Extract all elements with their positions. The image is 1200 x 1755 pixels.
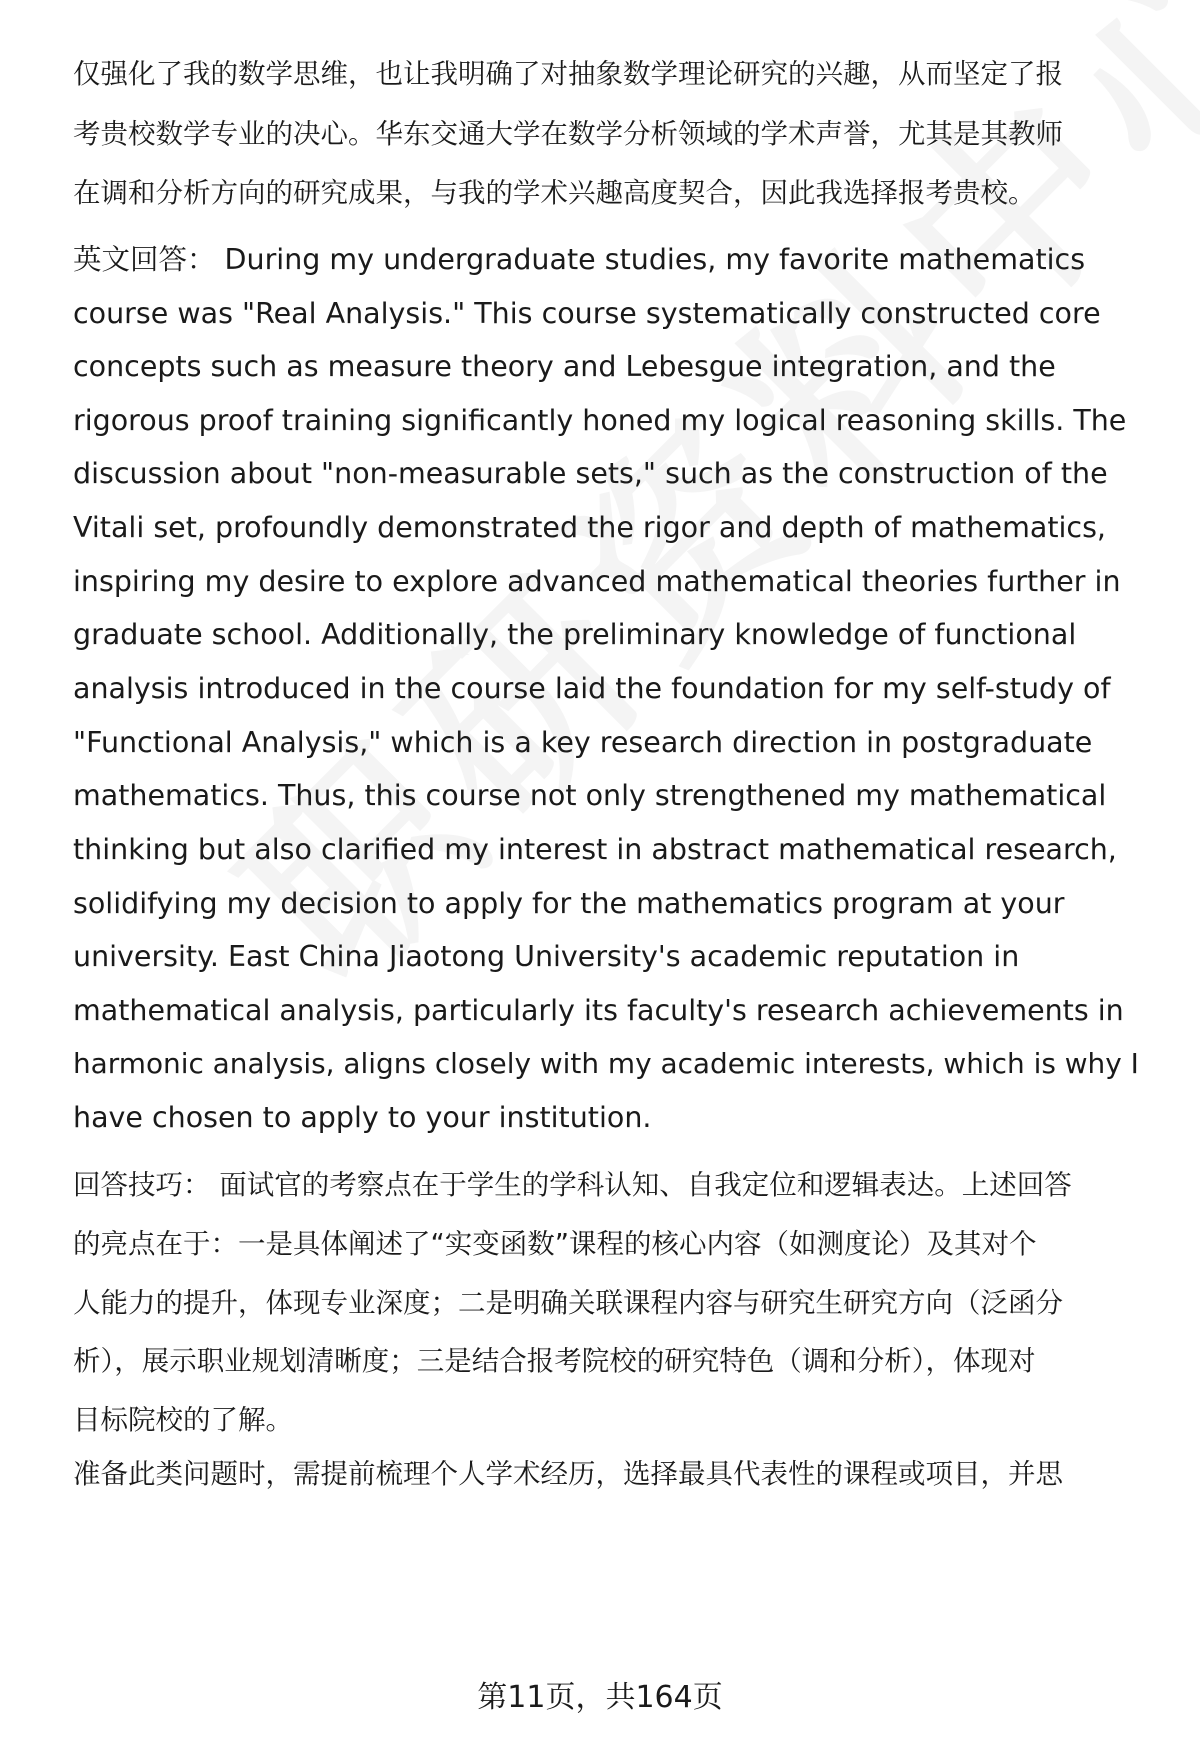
paragraph-line: 回答技巧： 面试官的考察点在于学生的学科认知、自我定位和逻辑表达。上述回答 <box>73 1169 1072 1201</box>
paragraph-line: rigorous proof training significantly honed my logical reasoning skills. The <box>73 404 1127 437</box>
paragraph-line: have chosen to apply to your institution. <box>73 1101 652 1134</box>
paragraph-line: 考贵校数学专业的决心。华东交通大学在数学分析领域的学术声誉，尤其是其教师 <box>73 118 1063 150</box>
paragraph-line: mathematics. Thus, this course not only strengthened my mathematical <box>73 779 1107 812</box>
paragraph-line: inspiring my desire to explore advanced mathematical theories further in <box>73 565 1121 598</box>
paragraph-line: "Functional Analysis," which is a key research direction in postgraduate <box>73 726 1093 759</box>
paragraph-line: 仅强化了我的数学思维，也让我明确了对抽象数学理论研究的兴趣，从而坚定了报 <box>73 58 1063 90</box>
paragraph-line: 析），展示职业规划清晰度；三是结合报考院校的研究特色（调和分析），体现对 <box>73 1345 1036 1377</box>
paragraph-line: 人能力的提升，体现专业深度；二是明确关联课程内容与研究生研究方向（泛函分 <box>73 1287 1063 1319</box>
paragraph-line: Vitali set, profoundly demonstrated the rigor and depth of mathematics, <box>73 511 1106 544</box>
page-number: 第11页，共164页 <box>477 1680 723 1715</box>
paragraph-line: 英文回答： During my undergraduate studies, my favorite mathematics <box>73 243 1086 276</box>
paragraph-line: 在调和分析方向的研究成果，与我的学术兴趣高度契合，因此我选择报考贵校。 <box>73 177 1036 209</box>
paragraph-line: discussion about "non-measurable sets," such as the construction of the <box>73 457 1108 490</box>
paragraph-line: graduate school. Additionally, the preliminary knowledge of functional <box>73 618 1077 651</box>
paragraph-line: harmonic analysis, aligns closely with my academic interests, which is why I <box>73 1047 1139 1080</box>
paragraph-line: analysis introduced in the course laid the foundation for my self-study of <box>73 672 1111 705</box>
paragraph-line: university. East China Jiaotong University's academic reputation in <box>73 940 1020 973</box>
paragraph-line: mathematical analysis, particularly its faculty's research achievements in <box>73 994 1124 1027</box>
paragraph-line: concepts such as measure theory and Lebesgue integration, and the <box>73 350 1056 383</box>
paragraph-line: solidifying my decision to apply for the mathematics program at your <box>73 887 1065 920</box>
paragraph-line: 的亮点在于：一是具体阐述了“实变函数”课程的核心内容（如测度论）及其对个 <box>73 1228 1037 1260</box>
paragraph-line: 目标院校的了解。 <box>73 1404 293 1436</box>
paragraph-line: thinking but also clarified my interest in abstract mathematical research, <box>73 833 1117 866</box>
paragraph-line: 准备此类问题时，需提前梳理个人学术经历，选择最具代表性的课程或项目，并思 <box>73 1458 1063 1490</box>
paragraph-line: course was "Real Analysis." This course systematically constructed core <box>73 297 1101 330</box>
